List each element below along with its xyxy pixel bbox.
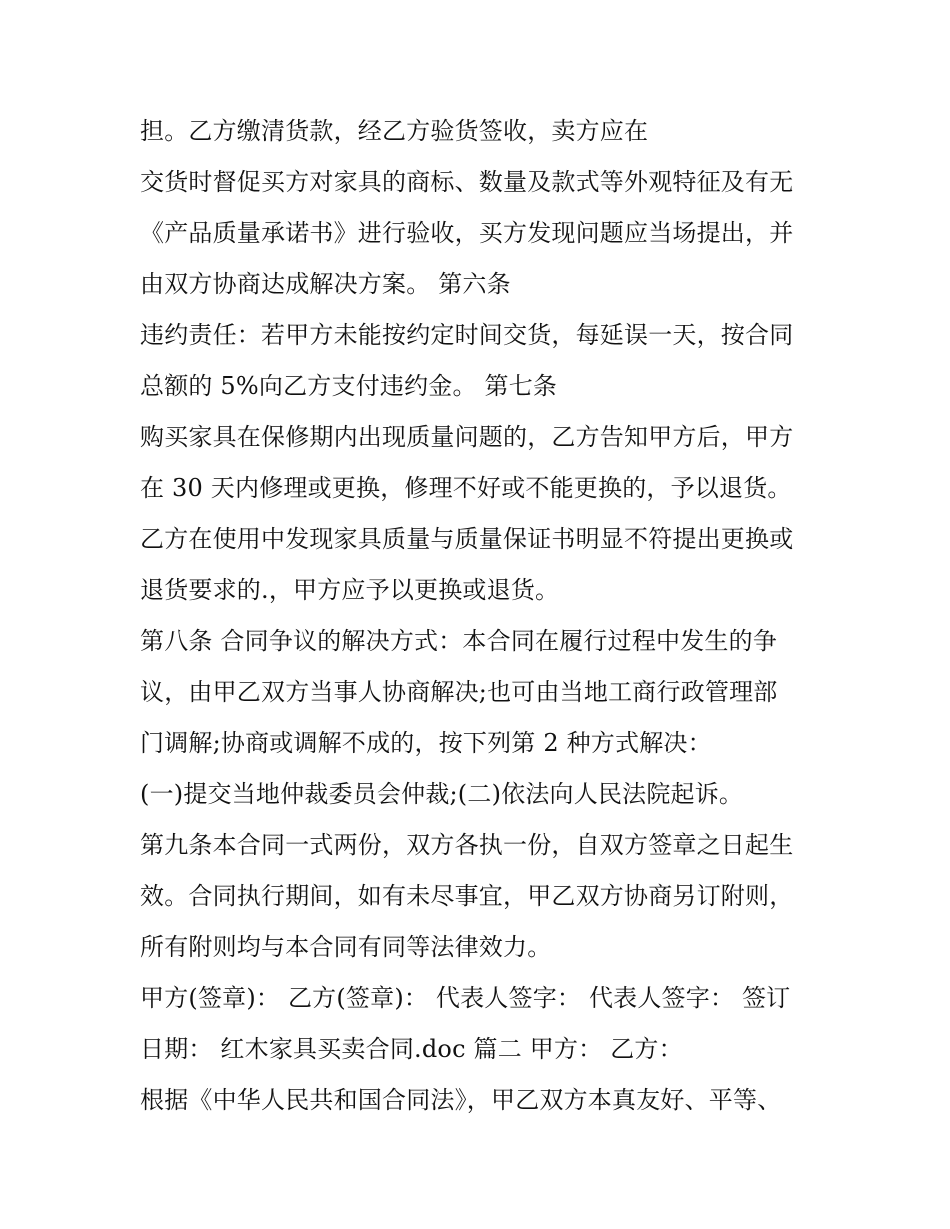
text-line: 购买家具在保修期内出现质量问题的，乙方告知甲方后，甲方 [140,423,794,451]
text-line: 第九条本合同一式两份，双方各执一份，自双方签章之日起生 [140,831,794,859]
text-line: 根据《中华人民共和国合同法》，甲乙双方本真友好、平等、 [140,1086,782,1114]
text-line: 日期： 红木家具买卖合同.doc 篇二 甲方： 乙方： [140,1035,683,1063]
text-line: 甲方(签章)： 乙方(签章)： 代表人签字： 代表人签字： 签订 [140,984,791,1012]
text-line: 总额的 5%向乙方支付违约金。 第七条 [140,372,558,400]
text-line: 议，由甲乙双方当事人协商解决;也可由当地工商行政管理部 [140,678,778,706]
text-line: 担。乙方缴清货款，经乙方验货签收，卖方应在 [140,117,649,145]
text-line: 《产品质量承诺书》进行验收，买方发现问题应当场提出，并 [140,219,794,247]
text-line: 效。合同执行期间，如有未尽事宜，甲乙双方协商另订附则， [140,882,794,910]
text-line: (一)提交当地仲裁委员会仲裁;(二)依法向人民法院起诉。 [140,780,744,808]
text-line: 由双方协商达成解决方案。 第六条 [140,270,511,298]
text-line: 乙方在使用中发现家具质量与质量保证书明显不符提出更换或 [140,525,794,553]
text-line: 交货时督促买方对家具的商标、数量及款式等外观特征及有无 [140,168,794,196]
text-line: 门调解;协商或调解不成的，按下列第 2 种方式解决： [140,729,712,757]
text-line: 在 30 天内修理或更换，修理不好或不能更换的，予以退货。 [140,474,792,502]
text-line: 第八条 合同争议的解决方式：本合同在履行过程中发生的争 [140,627,778,655]
text-line: 所有附则均与本合同有同等法律效力。 [140,933,552,961]
text-line: 退货要求的.，甲方应予以更换或退货。 [140,576,560,604]
text-line: 违约责任：若甲方未能按约定时间交货，每延误一天，按合同 [140,321,794,349]
document-body [140,106,840,1126]
